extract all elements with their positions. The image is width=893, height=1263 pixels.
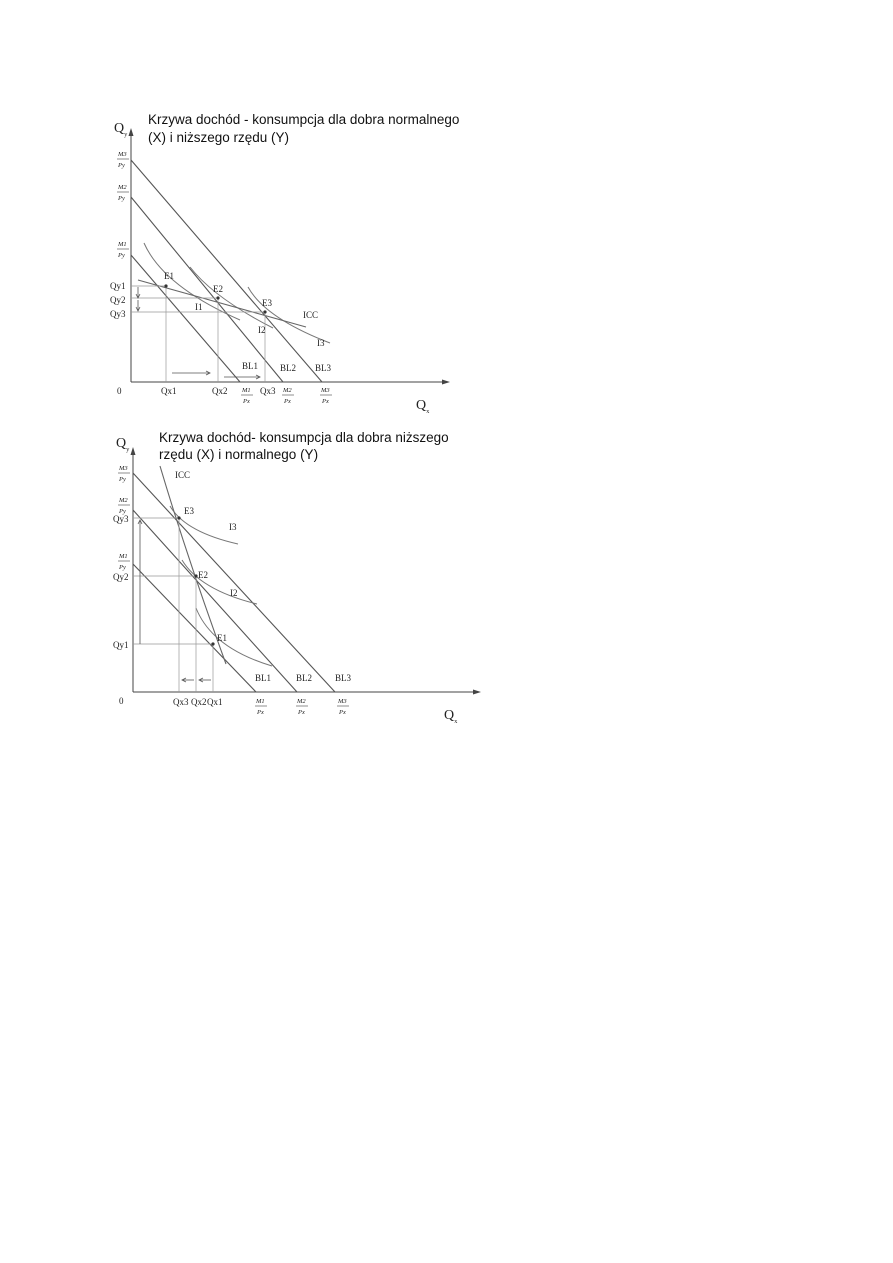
diagram-1-label-i1: I1 [195, 302, 203, 312]
svg-text:M3: M3 [119, 465, 128, 472]
diagram-1-label-e2: E2 [213, 284, 223, 294]
diagram-1-y-intercept-2 [117, 184, 129, 202]
diagram-2-y-intercept-1 [118, 465, 130, 483]
svg-text:M1: M1 [119, 553, 128, 560]
diagram-1-x-arrow [442, 380, 450, 385]
diagram-1-tick-qx1: Qx1 [161, 386, 177, 396]
diagram-2-x-intercept-3 [337, 698, 349, 716]
diagram-2-y-intercept-3 [118, 553, 130, 571]
diagram-2-budget-line-3 [133, 473, 335, 692]
diagram-2-label-e3: E3 [184, 506, 194, 516]
svg-text:Py: Py [119, 564, 126, 571]
svg-text:M2: M2 [119, 497, 128, 504]
svg-text:M2: M2 [118, 184, 127, 191]
diagram-2-label-bl2: BL2 [296, 673, 313, 683]
diagram-1-x-intercept-1 [241, 387, 253, 405]
diagram-2-indifference-1 [196, 608, 272, 666]
diagram-1-title-line2: (X) i niższego rzędu (Y) [148, 130, 290, 145]
diagram-1-label-i2: I2 [258, 325, 266, 335]
diagram-2-label-e2: E2 [198, 570, 208, 580]
svg-text:Px: Px [243, 398, 250, 405]
svg-text:Py: Py [118, 252, 125, 259]
diagram-2-label-icc: ICC [175, 470, 191, 480]
svg-text:M1: M1 [256, 698, 265, 705]
diagram-2-label-e1: E1 [217, 633, 227, 643]
diagram-2-title-line2: rzędu (X) i normalnego (Y) [159, 447, 319, 462]
diagram-1-label-bl1: BL1 [242, 361, 259, 371]
diagram-1-x-intercept-2 [282, 387, 294, 405]
diagram-1-tick-qx2: Qx2 [212, 386, 228, 396]
diagram-2-point-e3 [177, 516, 180, 519]
diagram-2-x-intercept-2 [296, 698, 308, 716]
diagram-1-point-e1 [164, 284, 167, 287]
diagram-1-label-i3: I3 [317, 338, 325, 348]
svg-text:M1: M1 [242, 387, 251, 394]
diagram-1-tick-qy1: Qy1 [110, 281, 126, 291]
svg-text:Py: Py [119, 476, 126, 483]
svg-text:M3: M3 [118, 151, 127, 158]
svg-text:Py: Py [118, 162, 125, 169]
diagram-1-label-bl3: BL3 [315, 363, 332, 373]
diagram-1-budget-line-3 [131, 160, 322, 382]
diagram-2-label-i2: I2 [230, 588, 238, 598]
diagram-1-title-line1: Krzywa dochód - konsumpcja dla dobra normalnego [148, 112, 460, 127]
diagram-1-y-arrow [129, 128, 134, 136]
diagram-1-point-e2 [216, 296, 219, 299]
svg-text:M2: M2 [283, 387, 292, 394]
svg-text:Px: Px [322, 398, 329, 405]
svg-text:Px: Px [257, 709, 264, 716]
svg-text:M1: M1 [118, 241, 127, 248]
diagram-2-x-intercept-1 [255, 698, 267, 716]
svg-text:M3: M3 [338, 698, 347, 705]
diagram-2-y-intercept-2 [118, 497, 130, 515]
diagram-1-label-bl2: BL2 [280, 363, 297, 373]
diagram-2-tick-qy2: Qy2 [113, 572, 129, 582]
svg-text:M3: M3 [321, 387, 330, 394]
diagram-1-tick-qx3: Qx3 [260, 386, 276, 396]
diagram-2-tick-qx1: Qx1 [207, 697, 223, 707]
diagram-2-title-line1: Krzywa dochód- konsumpcja dla dobra niższego [159, 430, 449, 445]
diagram-2-tick-qy3: Qy3 [113, 514, 129, 524]
diagram-1-x-axis-label: $Q_x$ [416, 398, 430, 415]
svg-text:M2: M2 [297, 698, 306, 705]
diagram-2-origin: 0 [119, 696, 124, 706]
svg-text:Px: Px [298, 709, 305, 716]
diagram-2-budget-line-1 [133, 564, 256, 692]
diagram-2-tick-qx3: Qx3 [173, 697, 189, 707]
diagram-1-label-icc: ICC [303, 310, 319, 320]
diagram-1 [110, 112, 459, 415]
svg-text:Py: Py [119, 508, 126, 515]
diagram-2-point-e1 [211, 642, 214, 645]
diagram-1-point-e3 [263, 310, 266, 313]
diagram-1-tick-qy2: Qy2 [110, 295, 126, 305]
diagram-2-indifference-3 [170, 506, 238, 544]
diagram-1-indifference-1 [144, 243, 240, 320]
diagram-2-label-i3: I3 [229, 522, 237, 532]
diagram-1-x-intercept-3 [320, 387, 332, 405]
diagram-2-tick-qx2: Qx2 [191, 697, 207, 707]
diagram-1-budget-line-1 [131, 255, 240, 382]
svg-text:Px: Px [339, 709, 346, 716]
diagram-2-label-bl1: BL1 [255, 673, 272, 683]
diagram-2-x-arrow [473, 690, 481, 695]
diagram-2-x-axis-label: $Q_x$ [444, 708, 458, 725]
diagram-1-label-e3: E3 [262, 298, 272, 308]
svg-text:Px: Px [284, 398, 291, 405]
diagram-1-tick-qy3: Qy3 [110, 309, 126, 319]
diagram-1-y-intercept-3 [117, 241, 129, 259]
diagram-2-y-arrow [131, 447, 136, 455]
diagram-1-y-axis-label: $Q_y$ [114, 121, 128, 138]
diagram-2-y-axis-label: $Q_y$ [116, 436, 130, 453]
diagram-2-tick-qy1: Qy1 [113, 640, 129, 650]
diagram-1-y-intercept-1 [117, 151, 129, 169]
diagram-2 [113, 430, 481, 725]
diagram-1-origin: 0 [117, 386, 122, 396]
diagram-1-budget-line-2 [131, 197, 283, 382]
svg-text:Py: Py [118, 195, 125, 202]
diagram-2-label-bl3: BL3 [335, 673, 352, 683]
diagram-1-label-e1: E1 [164, 271, 174, 281]
